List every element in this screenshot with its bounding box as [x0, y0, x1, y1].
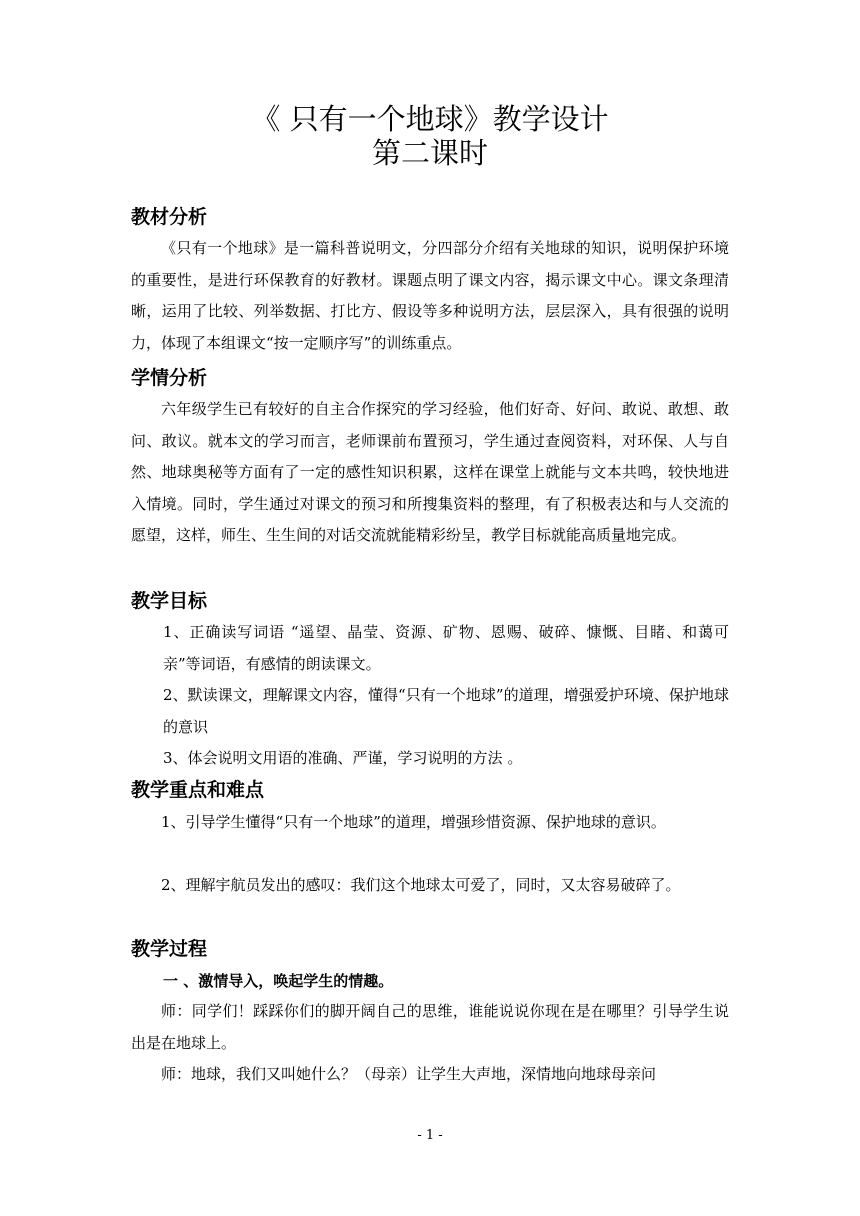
key-point-item: 2、理解宇航员发出的感叹：我们这个地球太可爱了，同时，又太容易破碎了。 [161, 876, 681, 894]
section-heading-goals: 教学目标 [131, 590, 208, 612]
goal-item: 1、正确读写词语 “遥望、晶莹、资源、矿物、恩赐、破碎、慷慨、目睹、和蔼可亲”等词语，有感情的朗读课文。 [163, 623, 729, 673]
section-heading-students: 学情分析 [131, 367, 208, 389]
section-heading-process: 教学过程 [131, 938, 208, 960]
analysis-paragraph: 《只有一个地球》是一篇科普说明文，分四部分介绍有关地球的知识，说明保护环境的重要性，是进行环保教育的好教材。课题点明了课文内容，揭示课文中心。课文条理清晰，运用了比较、列举数据、打比方、假设等多种说明方法，层层深入，具有很强的说明力，体现了本组课文“按一定顺序写”的训练重点。 [131, 239, 729, 352]
process-paragraph: 师：地球，我们又叫她什么？（母亲）让学生大声地，深情地向地球母亲问 [161, 1065, 657, 1083]
document-title: 《 只有一个地球》教学设计 [251, 102, 609, 136]
process-paragraph: 师：同学们！踩踩你们的脚开阔自己的思维，谁能说说你现在是在哪里？引导学生说出是在地球上。 [131, 1002, 729, 1052]
goal-item: 2、默读课文，理解课文内容，懂得“只有一个地球”的道理，增强爱护环境、保护地球的意识 [163, 686, 729, 736]
key-point-item: 1、引导学生懂得“只有一个地球”的道理，增强珍惜资源、保护地球的意识。 [161, 813, 666, 831]
document-subtitle: 第二课时 [371, 136, 488, 170]
section-heading-analysis: 教材分析 [131, 206, 208, 228]
section-heading-key-points: 教学重点和难点 [131, 779, 265, 801]
process-step-heading: 一 、激情导入，唤起学生的情趣。 [163, 972, 394, 990]
students-paragraph: 六年级学生已有较好的自主合作探究的学习经验，他们好奇、好问、敢说、敢想、敢问、敢议。就本文的学习而言，老师课前布置预习，学生通过查阅资料，对环保、人与自然、地球奥秘等方面有了一定的感性知识积累，这样在课堂上就能与文本共鸣，较快地进入情境。同时，学生通过对课文的预习和所搜集资料的整理，有了积极表达和与人交流的愿望，这样，师生、生生间的对话交流就能精彩纷呈，教学目标就能高质量地完成。 [131, 400, 729, 544]
goal-item: 3、体会说明文用语的准确、严谨，学习说明的方法 。 [163, 749, 523, 767]
page-number: - 1 - [417, 1128, 443, 1143]
